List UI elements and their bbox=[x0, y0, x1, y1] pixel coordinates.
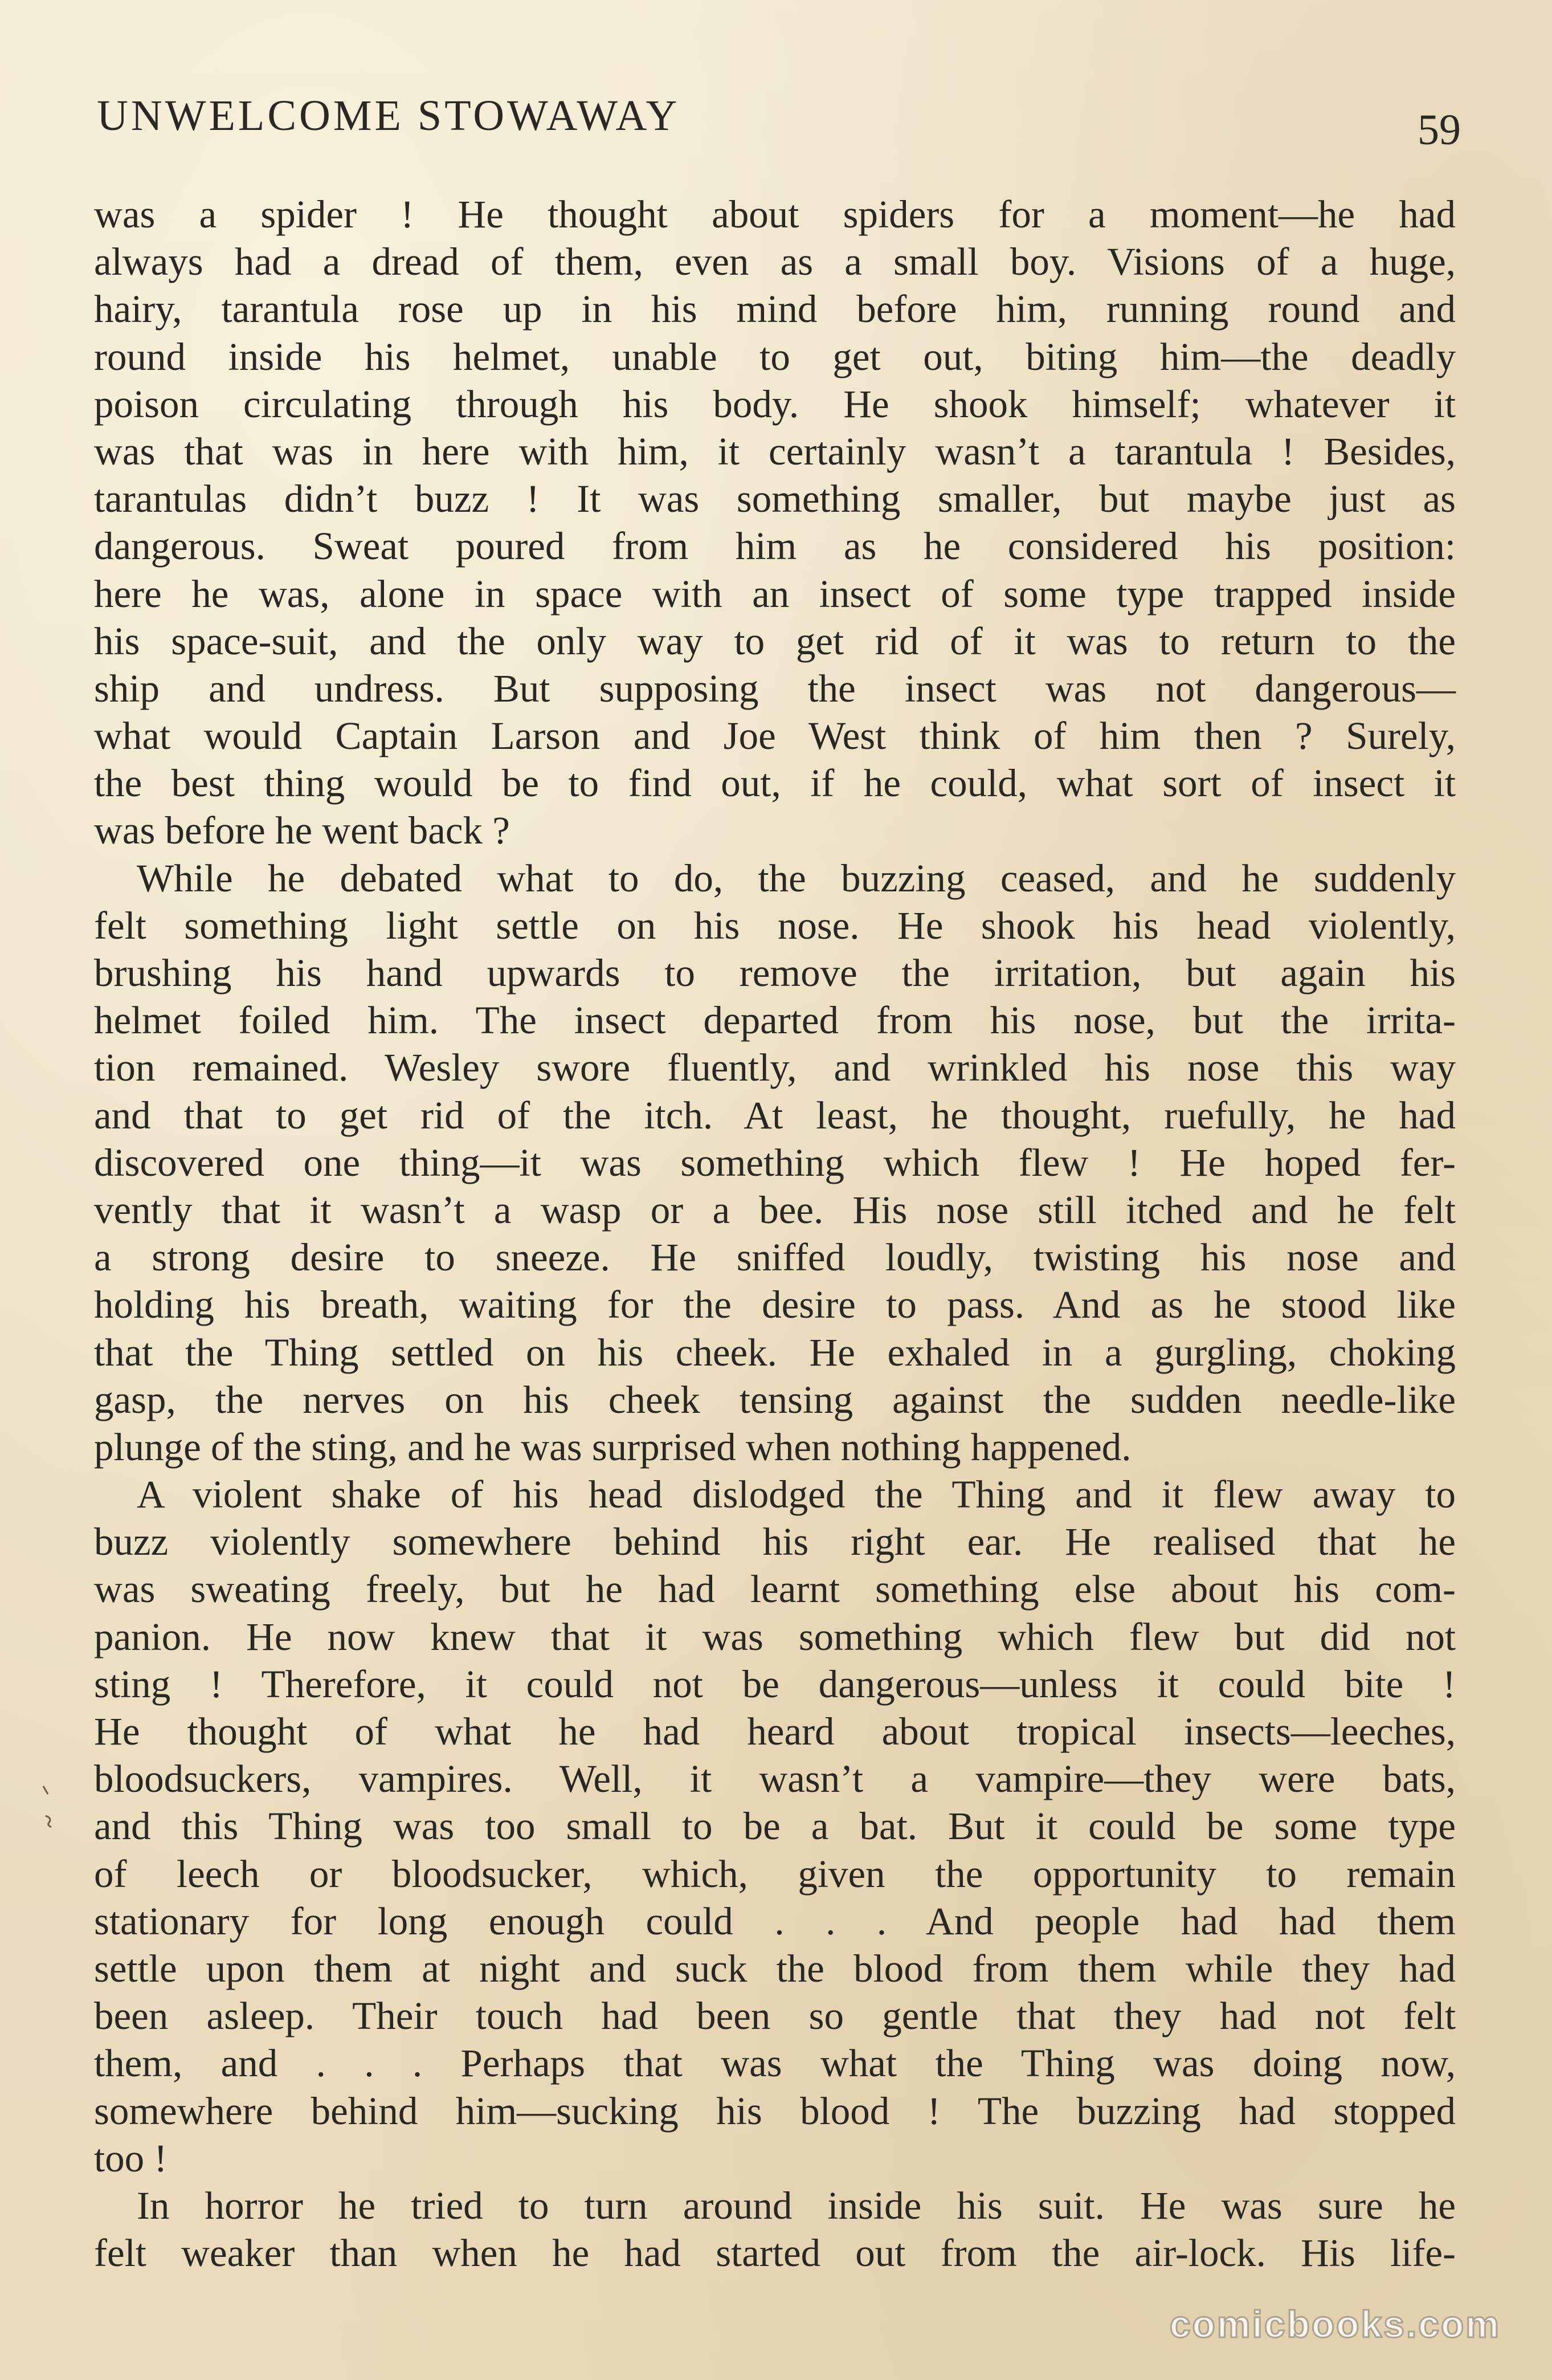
text-line: A violent shake of his head dislodged the Thing and it flew away to bbox=[137, 1473, 1456, 1517]
text-line: bloodsuckers, vampires. Well, it wasn’t a vampire—they were bats, bbox=[94, 1757, 1456, 1801]
text-line: felt weaker than when he had started out from the air-lock. His life- bbox=[94, 2231, 1456, 2275]
text-line: ship and undress. But supposing the insect was not dangerous— bbox=[94, 666, 1456, 710]
watermark: comicbooks.com bbox=[1169, 2303, 1501, 2345]
text-line: was sweating freely, but he had learnt something else about his com- bbox=[94, 1567, 1456, 1611]
text-line: While he debated what to do, the buzzing ceased, and he suddenly bbox=[137, 856, 1456, 900]
text-line: In horror he tried to turn around inside his suit. He was sure he bbox=[137, 2183, 1456, 2227]
text-line: was that was in here with him, it certainly wasn’t a tarantula ! Besides, bbox=[94, 429, 1456, 473]
text-line: was a spider ! He thought about spiders for a moment—he had bbox=[94, 193, 1456, 236]
text-line: settle upon them at night and suck the blood from them while they had bbox=[94, 1946, 1456, 1990]
text-line: what would Captain Larson and Joe West think of him then ? Surely, bbox=[94, 714, 1456, 758]
text-line: dangerous. Sweat poured from him as he considered his position: bbox=[94, 524, 1456, 568]
text-line: too ! bbox=[94, 2136, 168, 2180]
text-line: here he was, alone in space with an insect of some type trapped inside bbox=[94, 572, 1456, 616]
text-line: discovered one thing—it was something which flew ! He hoped fer- bbox=[94, 1140, 1456, 1184]
text-line: panion. He now knew that it was something which flew but did not bbox=[94, 1615, 1456, 1658]
text-line: somewhere behind him—sucking his blood ! The buzzing had stopped bbox=[94, 2089, 1456, 2133]
text-line: gasp, the nerves on his cheek tensing against the sudden needle-like bbox=[94, 1378, 1456, 1421]
text-line: of leech or bloodsucker, which, given the opportunity to remain bbox=[94, 1852, 1456, 1896]
text-line: the best thing would be to find out, if he could, what sort of insect it bbox=[94, 761, 1456, 805]
text-line: stationary for long enough could . . . And people had had them bbox=[94, 1899, 1456, 1943]
text-line: poison circulating through his body. He shook himself; whatever it bbox=[94, 382, 1456, 426]
body-text bbox=[94, 191, 1456, 2277]
running-title: UNWELCOME STOWAWAY bbox=[97, 92, 680, 140]
text-line: tion remained. Wesley swore fluently, and wrinkled his nose this way bbox=[94, 1046, 1456, 1090]
text-line: and that to get rid of the itch. At least, he thought, ruefully, he had bbox=[94, 1093, 1456, 1137]
text-line: plunge of the sting, and he was surprised when nothing happened. bbox=[94, 1425, 1132, 1469]
text-line: brushing his hand upwards to remove the irritation, but again his bbox=[94, 951, 1456, 995]
text-line: tarantulas didn’t buzz ! It was something smaller, but maybe just as bbox=[94, 477, 1456, 521]
text-line: buzz violently somewhere behind his right ear. He realised that he bbox=[94, 1520, 1456, 1564]
text-line: holding his breath, waiting for the desire to pass. And as he stood like bbox=[94, 1283, 1456, 1327]
text-line: felt something light settle on his nose. He shook his head violently, bbox=[94, 903, 1456, 947]
text-line: his space-suit, and the only way to get rid of it was to return to the bbox=[94, 619, 1456, 663]
text-line: helmet foiled him. The insect departed from his nose, but the irrita- bbox=[94, 999, 1456, 1042]
text-line: that the Thing settled on his cheek. He exhaled in a gurgling, choking bbox=[94, 1330, 1456, 1374]
page-number: 59 bbox=[1418, 106, 1461, 154]
text-line: sting ! Therefore, it could not be dangerous—unless it could bite ! bbox=[94, 1662, 1456, 1706]
text-line: them, and . . . Perhaps that was what the Thing was doing now, bbox=[94, 2041, 1456, 2085]
text-line: a strong desire to sneeze. He sniffed loudly, twisting his nose and bbox=[94, 1236, 1456, 1279]
text-line: been asleep. Their touch had been so gentle that they had not felt bbox=[94, 1994, 1456, 2038]
text-line: always had a dread of them, even as a small boy. Visions of a huge, bbox=[94, 240, 1456, 284]
text-line: and this Thing was too small to be a bat. But it could be some type bbox=[94, 1804, 1456, 1848]
text-line: was before he went back ? bbox=[94, 809, 510, 853]
margin-pencil-mark bbox=[40, 1784, 63, 1829]
text-line: hairy, tarantula rose up in his mind before him, running round and bbox=[94, 287, 1456, 331]
text-line: He thought of what he had heard about tropical insects—leeches, bbox=[94, 1710, 1456, 1753]
text-line: vently that it wasn’t a wasp or a bee. His nose still itched and he felt bbox=[94, 1188, 1456, 1232]
text-line: round inside his helmet, unable to get out, biting him—the deadly bbox=[94, 335, 1456, 378]
